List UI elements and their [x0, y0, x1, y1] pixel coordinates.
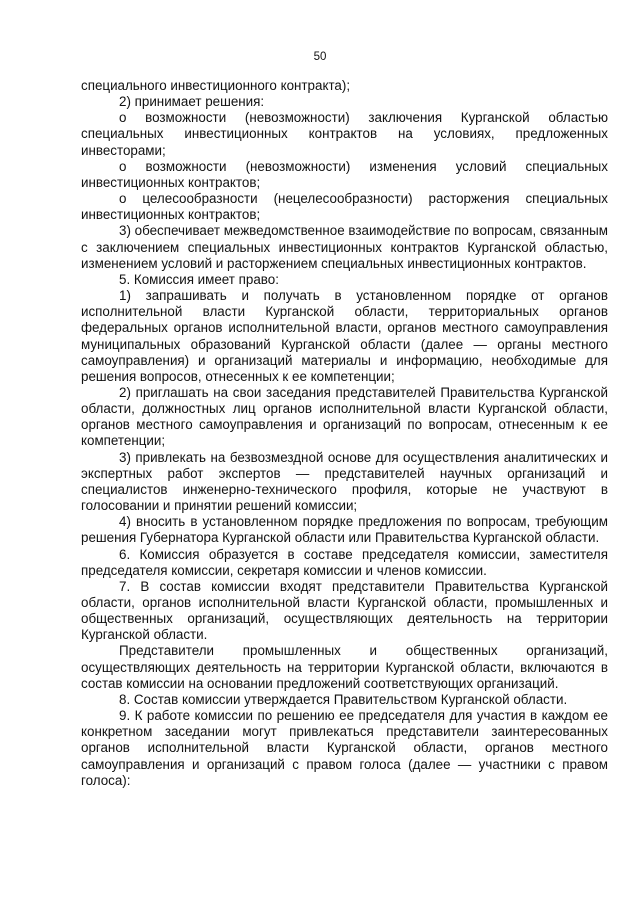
paragraph: 9. К работе комиссии по решению ее председателя для участия в каждом ее конкретном заседании могут привлекаться представители заинтересованных органов исполнительной власти Курганской области, органов местного самоуправления и организаций с правом голоса (далее — участники с правом голоса): — [81, 708, 608, 788]
paragraph: 5. Комиссия имеет право: — [119, 271, 279, 287]
paragraph: специального инвестиционного контракта); — [81, 78, 351, 93]
page-number: 50 — [313, 51, 327, 63]
paragraph: 8. Состав комиссии утверждается Правительством Курганской области. — [119, 691, 568, 707]
paragraph: о возможности (невозможности) изменения условий специальных инвестиционных контрактов; — [81, 158, 608, 190]
paragraph: 2) принимает решения: — [119, 94, 265, 110]
paragraph: о целесообразности (нецелесообразности) расторжения специальных инвестиционных контрактов; — [81, 191, 608, 223]
paragraph: 7. В состав комиссии входят представители Правительства Курганской области, органов исполнительной власти Курганской области, промышленных и общественных организаций, осуществляющих деятельность на территории Курганской области. — [81, 578, 608, 643]
paragraph: 3) обеспечивает межведомственное взаимодействие по вопросам, связанным с заключением специальных инвестиционных контрактов Курганской областью, изменением условий и расторжением специальных инвестиционных контрактов. — [81, 223, 608, 271]
paragraph: 6. Комиссия образуется в составе председателя комиссии, заместителя председателя комиссии, секретаря комиссии и членов комиссии. — [81, 546, 608, 578]
paragraph: Представители промышленных и общественных организаций, осуществляющих деятельность на территории Курганской области, включаются в состав комиссии на основании предложений соответствующих организаций. — [81, 643, 608, 691]
paragraph: 3) привлекать на безвозмездной основе для осуществления аналитических и экспертных работ экспертов — представителей научных организаций и специалистов инженерно-технического профиля, которые не участвуют в голосовании и принятии решений комиссии; — [81, 449, 608, 514]
paragraph: 4) вносить в установленном порядке предложения по вопросам, требующим решения Губернатора Курганской области или Правительства Курганской области. — [81, 514, 608, 546]
paragraph: 1) запрашивать и получать в установленном порядке от органов исполнительной власти Курганской области, территориальных органов федеральных органов исполнительной власти, органов местного самоуправления муниципальных образований Курганской области (далее — органы местного самоуправления) и организаций материалы и информацию, необходимые для решения вопросов, отнесенных к ее компетенции; — [81, 288, 608, 384]
paragraph: 2) приглашать на свои заседания представителей Правительства Курганской области, должностных лиц органов исполнительной власти Курганской области, органов местного самоуправления и организаций по вопросам, отнесенным к ее компетенции; — [81, 384, 608, 449]
paragraph: о возможности (невозможности) заключения Курганской областью специальных инвестиционных контрактов на условиях, предложенных инвесторами; — [81, 110, 608, 158]
document-body — [81, 78, 608, 789]
